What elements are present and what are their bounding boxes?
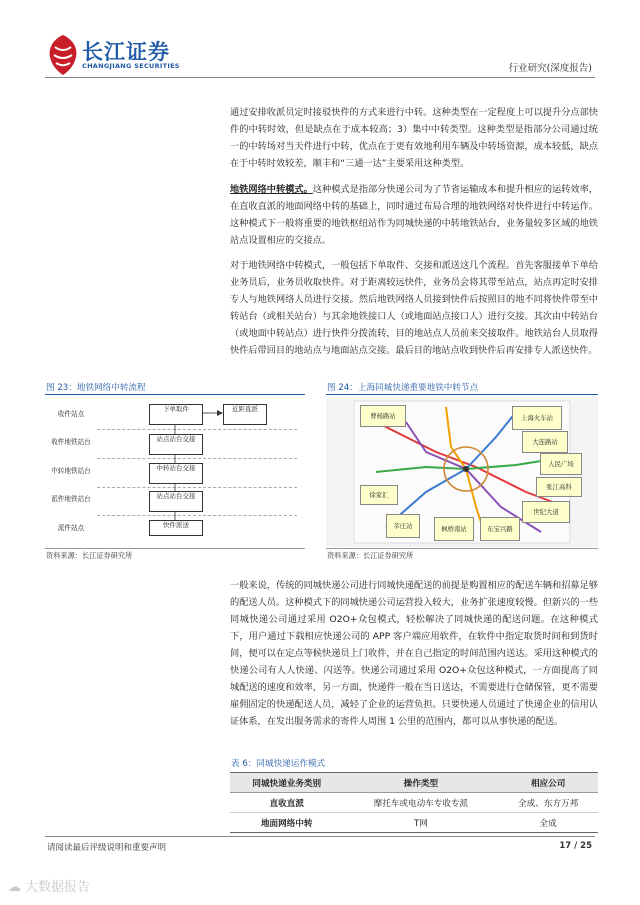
figure-24-top-rule (326, 394, 598, 395)
watermark-icon: ☁ (8, 880, 26, 895)
figure-24-source: 资料来源：长江证券研究所 (327, 551, 414, 560)
figure-24-bottom-rule (326, 548, 598, 549)
map-callout-station: 莘庄站 (386, 514, 420, 538)
figure-23-top-rule (45, 394, 305, 395)
paragraph-3: 对于地铁网络中转模式，一般包括下单取件、交接和派送这几个流程。首先客服接单下单给业务员后，业务员收取快件。对于距离较远快件，业务员会将其带至站点，站点再定时安排专人与地铁网络人员进行交接。然后地铁网络人员接到快件后按照目的地不同将快件带至中转站台（或相关站台）与其余地铁接口人（或地面站点接口人）进行交接。其次由中转站台（或地面中转站点）进行快件分拨流转，目的地站点人员前来交接取件。地铁站台人员取得快件后带回目的地站点与地面站点交接。最后目的地站点收到快件后再安排专人派送快件。 (230, 260, 598, 356)
table-cell: 直收直派 (230, 793, 343, 813)
map-callout-station: 枫桥南站 (434, 517, 474, 541)
brand-name-en: CHANGJIANG SECURITIES (82, 62, 180, 70)
flow-box-transfer-handover: 中转站台交接 (149, 463, 203, 484)
report-type: 行业研究(深度报告) (508, 63, 592, 74)
table-6-caption: 表 6：同城快递运作模式 (231, 759, 326, 769)
map-callout-station: 徐家汇 (360, 485, 398, 505)
figure-23-bottom-rule (45, 548, 305, 549)
table-cell: 摩托车或电动车专收专派 (343, 793, 498, 813)
flow-row-label: 派件地铁站台 (51, 495, 91, 503)
paragraph-2 (230, 181, 598, 249)
table-cell: 地面网络中转 (230, 813, 343, 833)
table-cell: T网 (343, 813, 498, 833)
map-callout-station: 世纪大道 (522, 501, 570, 523)
table-row (230, 813, 598, 833)
figure-24-caption: 图 24：上海同城快递重要地铁中转节点 (327, 383, 479, 393)
flow-box-handover: 站点站台交接 (149, 434, 203, 455)
figure-24-metro-map (326, 397, 598, 547)
map-callout-station: 大连路站 (522, 431, 568, 453)
figure-23-source: 资料来源：长江证券研究所 (46, 551, 133, 560)
paragraph-2-body: 这种模式是指部分快递公司为了节省运输成本和提升相应的运转效率，在直收直派的地面网络中转的基础上，同时通过布局合理的地铁网络对快件进行中转运作。这种模式下一般将重要的地铁枢纽站作为同城快递的中转地铁站台，业务量较多区域的地铁站点设置相应的交接点。 (230, 184, 599, 246)
footer-disclaimer: 请阅读最后评级说明和重要声明 (47, 843, 167, 853)
map-callout-station: 人民广场 (540, 453, 582, 475)
company-logo (44, 33, 82, 77)
flow-box-handover: 站点站台交接 (149, 491, 203, 512)
table-header-row (230, 773, 598, 793)
figure-23-flowchart (45, 396, 305, 548)
table-header-cell: 同城快递业务类别 (230, 773, 343, 793)
flow-box-dispatch: 快件派送 (149, 520, 203, 536)
header-divider (45, 77, 595, 78)
flow-box-direct-delivery: 近距直派 (223, 404, 267, 425)
table-6 (230, 772, 598, 833)
map-callout-station: 上海火车站 (512, 406, 562, 430)
map-callout-station: 曹杨路站 (360, 405, 406, 427)
map-callout-station: 东宝兴路 (480, 517, 520, 541)
table-row (230, 793, 598, 813)
table-cell: 全成、东方万邦 (498, 793, 598, 813)
map-callout-station: 张江高科 (536, 477, 582, 497)
page-number: 17 / 25 (559, 841, 592, 851)
brand-name-cn: 长江证券 (82, 40, 170, 64)
figure-23-caption: 图 23：地铁网络中转流程 (46, 383, 146, 393)
flow-row-label: 中转地铁站台 (51, 467, 91, 475)
flow-row-label: 收件地铁站台 (51, 438, 91, 446)
paragraph-4: 一般来说，传统的同城快递公司进行同城快递配送的前提是购置相应的配送车辆和招募足够的配送人员。这种模式下的同城快递公司运营投入较大，业务扩张速度较慢。但新兴的一些同城快递公司通过采用 O2O+众包模式，轻松解决了同城快递的配送问题。在这种模式下，用户通过下载相应快递公司的 APP 客户端应用软件，在软件中指定取货时间和到货时间，便可以在定点等候快递员上门收件，并在自己指定的时间范围内送达。采用这种模式的快递公司有人人快递、闪送等。快递公司通过采用 O2O+众包这种模式，一方面提高了同城配送的速度和效率，另一方面，快递件一般在当日送达，不需要进行仓储保管，更不需要雇佣固定的快递配送人员，减轻了企业的运营负担。只要快递人员通过了快递企业的信用认证体系，在发出服务需求的寄件人周围 1 公里的范围内，都可以从事快递的配送。 (230, 580, 598, 727)
watermark (8, 876, 90, 895)
footer-divider (45, 836, 595, 837)
paragraph-2-lead: 地铁网络中转模式。 (230, 184, 313, 195)
flow-box-pickup: 下单取件 (149, 404, 203, 425)
paragraph-1: 通过安排收派员定时接驳快件的方式来进行中转。这种类型在一定程度上可以提升分点部快件的中转时效，但是缺点在于成本较高；3）集中中转类型。这种类型是指部分公司通过统一的中转场对当天件进行中转，优点在于更有效地利用车辆及中转场资源，成本较低，缺点在于中转时效较差，顺丰和“三通一达”主要采用这种类型。 (230, 107, 598, 169)
watermark-text: 大数据报告 (25, 880, 91, 895)
table-cell: 全成 (498, 813, 598, 833)
flow-row-label: 收件站点 (57, 410, 85, 418)
flow-row-label: 派件站点 (57, 524, 85, 532)
table-header-cell: 相应公司 (498, 773, 598, 793)
table-header-cell: 操作类型 (343, 773, 498, 793)
